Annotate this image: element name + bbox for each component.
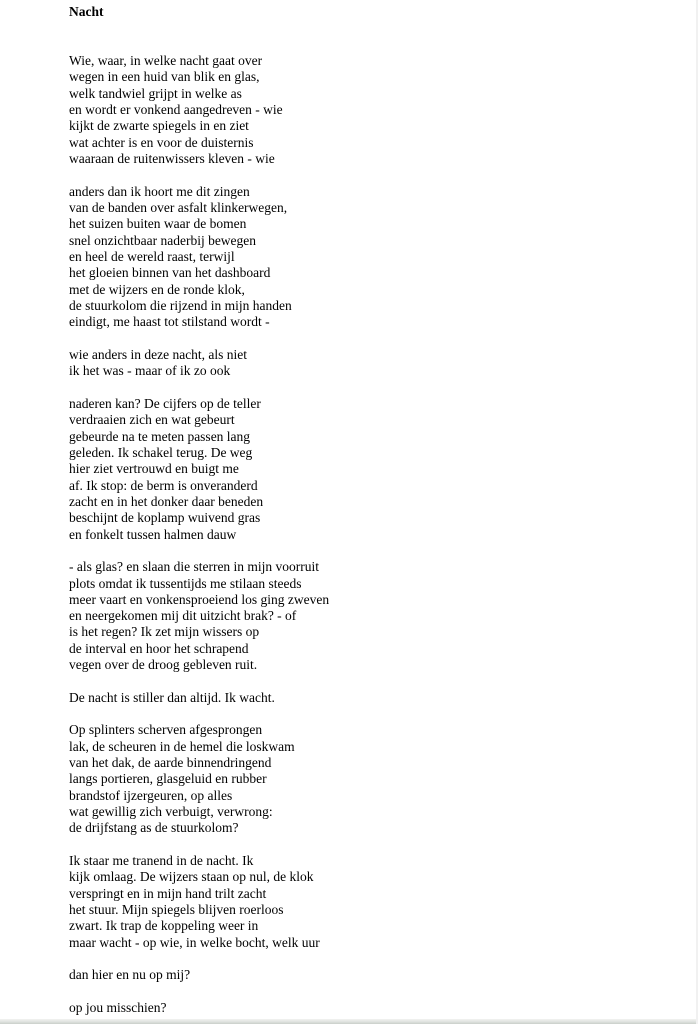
poem-line: hier ziet vertrouwd en buigt me xyxy=(69,461,239,477)
poem-line: verspringt en in mijn hand trilt zacht xyxy=(69,885,267,901)
poem-line: van het dak, de aarde binnendringend xyxy=(69,755,272,771)
poem-line: kijkt de zwarte spiegels in en ziet xyxy=(69,118,249,134)
poem-line: met de wijzers en de ronde klok, xyxy=(69,281,245,297)
poem-line: vegen over de droog gebleven ruit. xyxy=(69,657,258,673)
poem-line: en heel de wereld raast, terwijl xyxy=(69,248,235,264)
poem-line: de stuurkolom die rijzend in mijn handen xyxy=(69,297,292,313)
stanza xyxy=(69,853,676,951)
poem-line: verdraaien zich en wat gebeurt xyxy=(69,412,235,428)
poem-line: zwart. Ik trap de koppeling weer in xyxy=(69,918,259,934)
stanza xyxy=(69,347,676,380)
stanza xyxy=(69,559,676,673)
poem-line: geleden. Ik schakel terug. De weg xyxy=(69,444,253,460)
poem-line: het stuur. Mijn spiegels blijven roerloos xyxy=(69,902,284,918)
poem-line: brandstof ijzergeuren, op alles xyxy=(69,787,233,803)
poem-line: en neergekomen mij dit uitzicht brak? - of xyxy=(69,608,297,624)
stanza xyxy=(69,53,676,167)
poem-line: ik het was - maar of ik zo ook xyxy=(69,363,231,379)
poem-line: af. Ik stop: de berm is onveranderd xyxy=(69,477,258,493)
poem-line: de interval en hoor het schrapend xyxy=(69,640,249,656)
poem-line: Ik staar me tranend in de nacht. Ik xyxy=(69,853,254,869)
poem-line: naderen kan? De cijfers op de teller xyxy=(69,395,261,411)
poem-line: - als glas? en slaan die sterren in mijn voorruit xyxy=(69,559,320,575)
poem-content xyxy=(69,4,676,1024)
stanza xyxy=(69,690,676,706)
poem-line: Op splinters scherven afgesprongen xyxy=(69,722,263,738)
poem-line: welk tandwiel grijpt in welke as xyxy=(69,85,242,101)
poem-line: van de banden over asfalt klinkerwegen, xyxy=(69,199,288,215)
stanza xyxy=(69,184,676,331)
stanza xyxy=(69,396,676,543)
poem-line: de drijfstang as de stuurkolom? xyxy=(69,820,239,836)
poem-line: lak, de scheuren in de hemel die loskwam xyxy=(69,738,295,754)
poem-line: kijk omlaag. De wijzers staan op nul, de klok xyxy=(69,869,314,885)
page-title: Nacht xyxy=(69,4,104,19)
poem-line: wie anders in deze nacht, als niet xyxy=(69,346,248,362)
poem-line: meer vaart en vonkensproeiend los ging zweven xyxy=(69,591,330,607)
bottom-edge-bar xyxy=(0,1019,696,1024)
poem-line: eindigt, me haast tot stilstand wordt - xyxy=(69,314,270,330)
poem-line: dan hier en nu op mij? xyxy=(69,967,191,983)
poem-line: gebeurde na te meten passen lang xyxy=(69,428,251,444)
poem-body xyxy=(69,53,676,1016)
poem-line: is het regen? Ik zet mijn wissers op xyxy=(69,624,260,640)
poem-line: snel onzichtbaar naderbij bewegen xyxy=(69,232,257,248)
poem-line: Wie, waar, in welke nacht gaat over xyxy=(69,53,263,68)
poem-line: en wordt er vonkend aangedreven - wie xyxy=(69,101,283,117)
poem-line: waaraan de ruitenwissers kleven - wie xyxy=(69,150,275,166)
poem-line: op jou misschien? xyxy=(69,1000,167,1016)
stanza xyxy=(69,1000,676,1016)
poem-line: langs portieren, glasgeluid en rubber xyxy=(69,771,267,787)
stanza xyxy=(69,722,676,836)
poem-line: anders dan ik hoort me dit zingen xyxy=(69,183,250,199)
poem-line: beschijnt de koplamp wuivend gras xyxy=(69,510,261,526)
poem-line: wat gewillig zich verbuigt, verwrong: xyxy=(69,804,273,820)
poem-line: het gloeien binnen van het dashboard xyxy=(69,265,271,281)
poem-line: De nacht is stiller dan altijd. Ik wacht. xyxy=(69,689,275,705)
stanza xyxy=(69,967,676,983)
poem-line: wegen in een huid van blik en glas, xyxy=(69,69,260,85)
poem-line: het suizen buiten waar de bomen xyxy=(69,216,247,232)
poem-line: plots omdat ik tussentijds me stilaan steeds xyxy=(69,575,302,591)
poem-line: maar wacht - op wie, in welke bocht, welk uur xyxy=(69,934,320,950)
poem-line: zacht en in het donker daar beneden xyxy=(69,493,264,509)
poem-line: wat achter is en voor de duisternis xyxy=(69,134,254,150)
poem-line: en fonkelt tussen halmen dauw xyxy=(69,526,237,542)
